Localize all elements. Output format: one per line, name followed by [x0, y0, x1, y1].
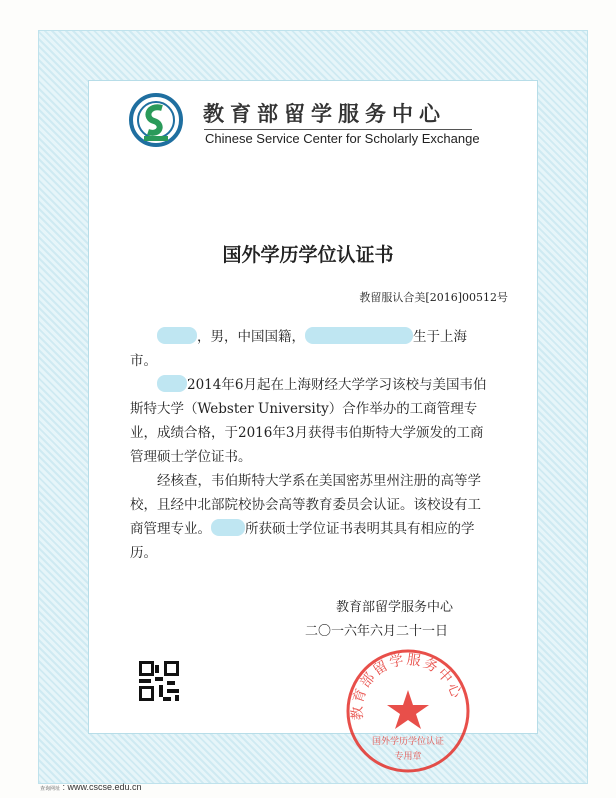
seal-inner-text: 国外学历学位认证 — [371, 737, 445, 747]
redacted-name — [157, 375, 187, 392]
text: 2014年6月起在上海财经大学学习该校与美国韦伯斯特大学（Webster University）合作举办的工商管理专业，成绩合格，于2016年3月获得韦伯斯特大学颁发的工商管理硕士学位证书。 — [130, 377, 487, 465]
text: 经核查，韦伯斯特大学系在美国密苏里州注册的高等学校，且经中北部院校协会高等教育委员会认证。该校设有工商管理专业。 — [130, 473, 481, 537]
document-number: 教留服认合美[2016]00512号 — [359, 291, 508, 304]
paragraph-verification — [130, 469, 490, 565]
redacted-name — [157, 327, 197, 344]
issue-date: 二〇一六年六月二十一日 — [305, 624, 449, 639]
divider — [204, 129, 472, 130]
page-title: 国外学历学位认证书 — [222, 244, 394, 266]
seal-bottom-text: 专用章 — [394, 752, 422, 762]
paragraph-identity — [130, 325, 490, 373]
qr-code-icon — [139, 661, 179, 701]
footer-website: 查询网址 : www.cscse.edu.cn — [40, 782, 142, 792]
paragraph-study — [130, 373, 490, 469]
text: ，男，中国国籍， — [197, 329, 305, 345]
text: 所获硕士学位证书表明其具有相应的学历。 — [130, 521, 475, 561]
website-label: 查询网址 — [40, 786, 61, 792]
cscse-logo-icon — [128, 92, 184, 148]
certificate-text — [130, 325, 490, 565]
redacted-name — [211, 519, 245, 536]
official-seal-icon — [345, 648, 471, 774]
org-name-en: Chinese Service Center for Scholarly Exchange — [205, 131, 480, 146]
website-url[interactable]: www.cscse.edu.cn — [67, 782, 142, 792]
text: 生于上海市。 — [130, 329, 467, 369]
signature-org: 教育部留学服务中心 — [336, 600, 454, 615]
redacted-birthdate — [305, 327, 413, 344]
seal-outer-text: 教育部留学服务中心 — [349, 651, 465, 721]
org-name-cn: 教育部留学服务中心 — [203, 101, 446, 126]
